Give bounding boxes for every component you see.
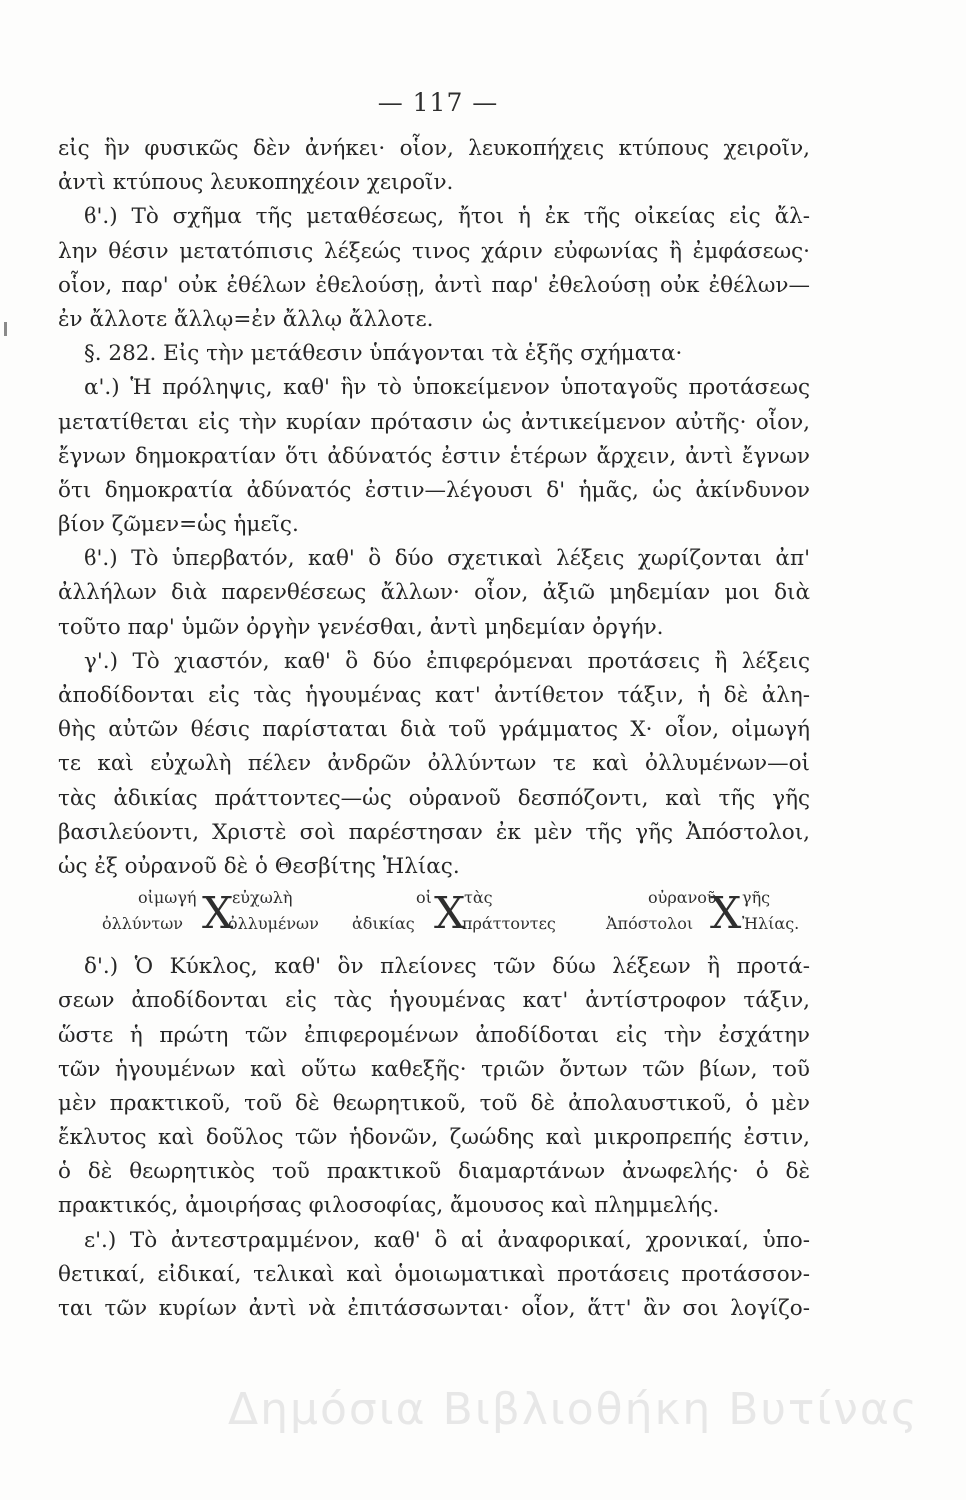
text-line: ὥστε ἡ πρώτη τῶν ἐπιφερομένων ἀποδίδοται εἰς τὴν ἐσχάτην xyxy=(58,1022,810,1048)
text-line: ὡς ἐξ οὐρανοῦ δὲ ὁ Θεσβίτης Ἠλίας. xyxy=(58,853,460,879)
text-line: τὰς ἀδικίας πράττοντες—ὡς οὐρανοῦ δεσπόζοντι, καὶ τῆς γῆς xyxy=(58,785,810,811)
text-line: ὅτι δημοκρατία ἀδύνατός ἐστιν—λέγουσι δ' ἡμᾶς, ὡς ἀκίνδυνον xyxy=(58,477,810,503)
text-line: ἀποδίδονται εἰς τὰς ἡγουμένας κατ' ἀντίθετον τάξιν, ἡ δὲ ἀλη- xyxy=(58,683,810,708)
text-line: λην θέσιν μετατόπισις λέξεώς τινος χάριν εὐφωνίας ἢ ἐμφάσεως· xyxy=(58,238,810,264)
chiasmus-word: τὰς xyxy=(464,888,493,908)
chiasmus-group-1 xyxy=(102,888,319,944)
chiasmus-word: ἀδικίας xyxy=(352,914,415,934)
text-line: βίον ζῶμεν=ὡς ἡμεῖς. xyxy=(58,512,299,538)
text-line: θὴς αὐτῶν θέσις παρίσταται διὰ τοῦ γράμματος Χ· οἷον, οἰμωγή xyxy=(58,717,810,743)
chiasmus-word: ὀλλύντων xyxy=(102,914,183,934)
text-line: βασιλεύοντι, Χριστὲ σοὶ παρέστησαν ἐκ μὲν τῆς γῆς Ἀπόστολοι, xyxy=(58,819,810,845)
margin-mark xyxy=(4,322,7,336)
text-line: ἔγνων δημοκρατίαν ὅτι ἀδύνατός ἐστιν ἑτέρων ἄρχειν, ἀντὶ ἔγνων xyxy=(58,443,810,469)
text-line: ἔκλυτος καὶ δοῦλος τῶν ἡδονῶν, ζωώδης καὶ μικροπρεπής ἐστιν, xyxy=(58,1125,810,1151)
chiasmus-cross: X xyxy=(202,888,234,940)
text-line: πρακτικός, ἀμοιρήσας φιλοσοφίας, ἄμουσος καὶ πλημμελής. xyxy=(58,1193,720,1219)
chiasmus-word: οἱ xyxy=(416,888,432,908)
chiasmus-group-2 xyxy=(340,888,580,944)
text-line: τε καὶ εὐχωλὴ πέλεν ἀνδρῶν ὀλλύντων τε καὶ ὀλλυμένων—οἱ xyxy=(58,751,810,777)
chiasmus-word: οὐρανοῦ xyxy=(648,888,717,908)
text-line: ἐν ἄλλοτε ἄλλῳ=ἐν ἄλλῳ ἄλλοτε. xyxy=(58,306,434,332)
text-line: ε'.) Τὸ ἀντεστραμμένον, καθ' ὃ αἱ ἀναφορικαί, χρονικαί, ὑπο- xyxy=(84,1227,810,1253)
chiasmus-group-3 xyxy=(570,888,810,944)
chiasmus-word: ὀλλυμένων xyxy=(228,914,319,934)
text-line: εἰς ἣν φυσικῶς δὲν ἀνήκει· οἷον, λευκοπήχεις κτύπους χειροῖν, xyxy=(58,136,810,161)
text-line: ϐ'.) Τὸ σχῆμα τῆς μεταθέσεως, ἤτοι ἡ ἐκ τῆς οἰκείας εἰς ἄλ- xyxy=(84,204,810,230)
text-line: τῶν ἡγουμένων καὶ οὕτω καθεξῆς· τριῶν ὄντων τῶν βίων, τοῦ xyxy=(58,1056,810,1082)
chiasmus-diagram xyxy=(58,884,810,950)
chiasmus-word: Ἠλίας. xyxy=(742,914,800,934)
text-line: μὲν πρακτικοῦ, τοῦ δὲ θεωρητικοῦ, τοῦ δὲ ἀπολαυστικοῦ, ὁ μὲν xyxy=(58,1090,810,1116)
text-line: μετατίθεται εἰς τὴν κυρίαν πρότασιν ὡς ἀντικείμενον αὐτῆς· οἷον, xyxy=(58,409,810,435)
text-line: ἀλλήλων διὰ παρενθέσεως ἄλλων· οἷον, ἀξιῶ μηδεμίαν μοι διὰ xyxy=(58,580,810,606)
text-line: δ'.) Ὁ Κύκλος, καθ' ὃν πλείονες τῶν δύω λέξεων ἢ προτά- xyxy=(84,954,810,980)
section-heading-282: §. 282. Εἰς τὴν μετάθεσιν ὑπάγονται τὰ ἑξῆς σχήματα· xyxy=(84,341,683,367)
chiasmus-word: γῆς xyxy=(742,888,771,908)
text-line: α'.) Ἡ πρόληψις, καθ' ἣν τὸ ὑποκείμενον ὑποταγοῦς προτάσεως xyxy=(84,375,810,401)
page-number: — 117 — xyxy=(377,88,499,117)
text-line: ται τῶν κυρίων ἀντὶ νὰ ἐπιτάσσωνται· οἷον, ἅττ' ἂν σοι λογίζο- xyxy=(58,1296,810,1321)
text-line: οἷον, παρ' οὐκ ἐθέλων ἐθελούσῃ, ἀντὶ παρ' ἐθελούσῃ οὐκ ἐθέλων— xyxy=(58,272,810,298)
text-line: θετικαί, εἰδικαί, τελικαὶ καὶ ὁμοιωματικαὶ προτάσεις προτάσσον- xyxy=(58,1261,810,1287)
chiasmus-word: πράττοντες xyxy=(462,914,556,934)
body-text xyxy=(58,132,810,1326)
text-line: σεων ἀποδίδονται εἰς τὰς ἡγουμένας κατ' ἀντίστροφον τάξιν, xyxy=(58,988,810,1014)
library-watermark: Δημόσια Βιβλιοθήκη Βυτίνας xyxy=(228,1384,919,1435)
chiasmus-cross: X xyxy=(434,888,466,940)
text-line: γ'.) Τὸ χιαστόν, καθ' ὃ δύο ἐπιφερόμεναι προτάσεις ἢ λέξεις xyxy=(84,648,810,674)
chiasmus-word: εὐχωλὴ xyxy=(232,888,293,908)
chiasmus-word: οἰμωγή xyxy=(138,888,197,908)
text-line: ἀντὶ κτύπους λευκοπηχέοιν χειροῖν. xyxy=(58,170,454,196)
text-line: ϐ'.) Τὸ ὑπερβατόν, καθ' ὃ δύο σχετικαὶ λέξεις χωρίζονται ἀπ' xyxy=(84,546,810,572)
chiasmus-cross: X xyxy=(710,888,742,940)
chiasmus-word: Ἀπόστολοι xyxy=(606,914,694,934)
text-line: τοῦτο παρ' ὑμῶν ὀργὴν γενέσθαι, ἀντὶ μηδεμίαν ὀργήν. xyxy=(58,614,664,640)
text-line: ὁ δὲ θεωρητικὸς τοῦ πρακτικοῦ διαμαρτάνων ἀνωφελής· ὁ δὲ xyxy=(58,1159,810,1185)
